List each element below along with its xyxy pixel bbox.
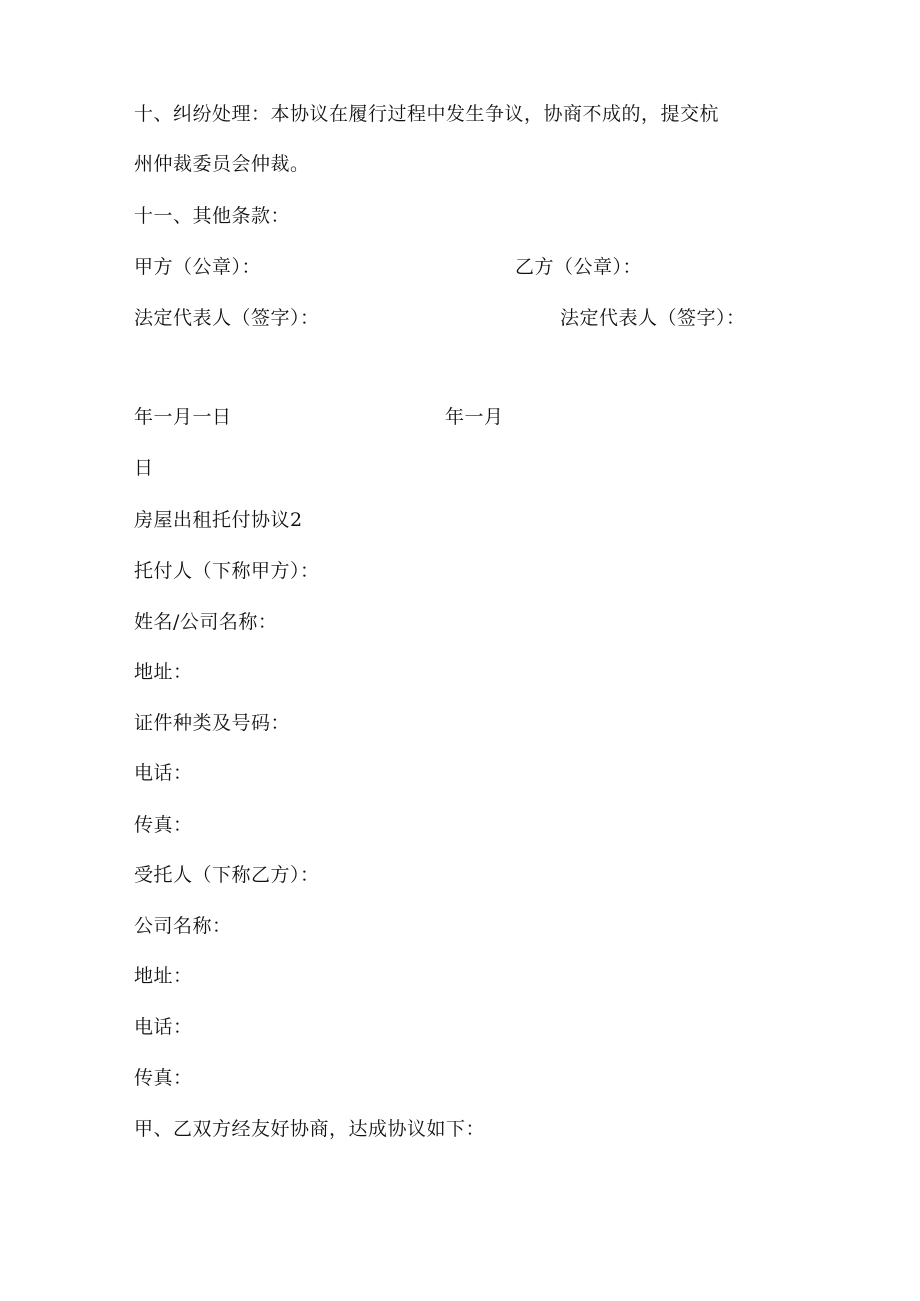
agent-fax-label: 传真： [134, 1067, 193, 1089]
principal-fax-label: 传真： [134, 814, 193, 836]
clause-10-line-1: 十、纠纷处理：本协议在履行过程中发生争议，协商不成的，提交杭 [134, 103, 720, 125]
principal-id-label: 证件种类及号码： [134, 712, 291, 734]
agent-address-label: 地址： [134, 965, 193, 987]
principal-address-label: 地址： [134, 661, 193, 683]
party-b-rep-label: 法定代表人（签字）： [560, 307, 746, 329]
principal-heading: 托付人（下称甲方）： [134, 560, 320, 582]
party-b-seal-label: 乙方（公章）： [515, 256, 643, 278]
agent-phone-label: 电话： [134, 1016, 193, 1038]
clause-11-heading: 十一、其他条款： [134, 205, 291, 227]
date-b: 年一月 [445, 406, 504, 428]
date-a: 年一月一日 [134, 406, 232, 428]
agent-company-label: 公司名称： [134, 915, 232, 937]
date-b-continuation: 日 [134, 457, 154, 479]
consensus-statement: 甲、乙双方经友好协商，达成协议如下： [134, 1118, 486, 1140]
party-a-seal-label: 甲方（公章）： [134, 256, 262, 278]
party-a-rep-label: 法定代表人（签字）： [134, 307, 320, 329]
agent-heading: 受托人（下称乙方）： [134, 864, 320, 886]
clause-10-line-2: 州仲裁委员会仲裁。 [134, 153, 310, 175]
agreement-title: 房屋出租托付协议2 [134, 509, 303, 531]
principal-name-label: 姓名/公司名称： [134, 611, 278, 633]
principal-phone-label: 电话： [134, 762, 193, 784]
